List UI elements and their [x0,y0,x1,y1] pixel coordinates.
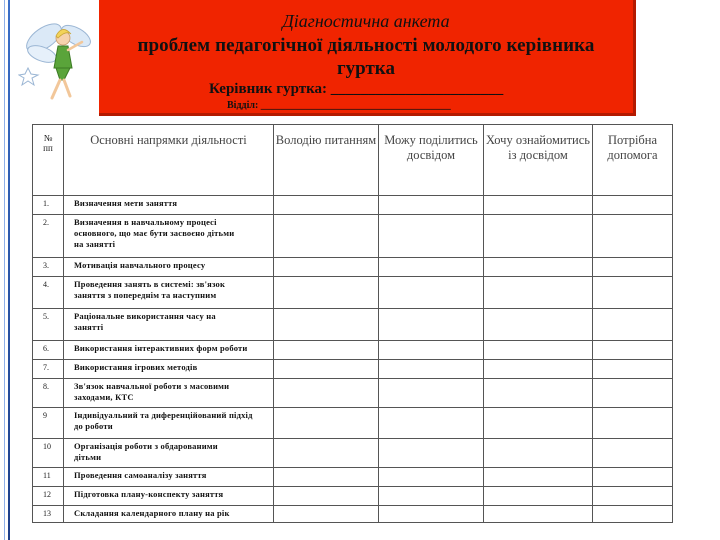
table-row [33,215,673,258]
cell-learn[interactable] [484,341,593,360]
cell-learn[interactable] [484,408,593,439]
row-num: 7. [33,360,64,379]
cell-master[interactable] [274,506,379,523]
cell-help[interactable] [593,309,673,341]
table-row [33,258,673,277]
row-num: 1. [33,196,64,215]
cell-help[interactable] [593,439,673,468]
table-row [33,506,673,523]
cell-learn[interactable] [484,309,593,341]
cell-master[interactable] [274,468,379,487]
row-text: Зв'язок навчальної роботи з масовими заходами, КТС [64,379,274,408]
cell-share[interactable] [379,487,484,506]
left-edge-highlight [4,0,5,540]
cell-master[interactable] [274,277,379,309]
cell-help[interactable] [593,487,673,506]
cell-master[interactable] [274,439,379,468]
title-line-2: проблем педагогічної діяльності молодого керівника [137,35,595,56]
row-num: 5. [33,309,64,341]
cell-help[interactable] [593,506,673,523]
cell-share[interactable] [379,506,484,523]
header-num: № пп [33,125,64,196]
cell-master[interactable] [274,196,379,215]
cell-share[interactable] [379,196,484,215]
cell-help[interactable] [593,341,673,360]
cell-master[interactable] [274,215,379,258]
cell-master[interactable] [274,341,379,360]
table-row [33,439,673,468]
cell-learn[interactable] [484,506,593,523]
table-row [33,468,673,487]
cell-master[interactable] [274,487,379,506]
header-help: Потрібна допомога [593,125,673,196]
cell-learn[interactable] [484,468,593,487]
cell-help[interactable] [593,277,673,309]
row-num: 10 [33,439,64,468]
row-text: Визначення в навчальному процесі основного, що має бути засвоєно дітьми на занятті [64,215,274,258]
cell-learn[interactable] [484,258,593,277]
header-directions: Основні напрямки діяльності [64,125,274,196]
cell-help[interactable] [593,408,673,439]
cell-learn[interactable] [484,196,593,215]
cell-share[interactable] [379,215,484,258]
row-num: 4. [33,277,64,309]
title-banner [99,0,636,116]
header-learn: Хочу ознайомитись із досвідом [484,125,593,196]
cell-help[interactable] [593,196,673,215]
cell-share[interactable] [379,439,484,468]
row-num: 13 [33,506,64,523]
cell-learn[interactable] [484,360,593,379]
survey-table [32,124,673,523]
row-text: Проведення занять в системі: зв'язок заняття з попереднім та наступним [64,277,274,309]
cell-help[interactable] [593,379,673,408]
cell-learn[interactable] [484,277,593,309]
cell-learn[interactable] [484,379,593,408]
cell-share[interactable] [379,341,484,360]
cell-learn[interactable] [484,215,593,258]
cell-share[interactable] [379,468,484,487]
row-num: 2. [33,215,64,258]
row-num: 12 [33,487,64,506]
table-row [33,360,673,379]
row-text: Індивідуальний та диференційований підхід до роботи [64,408,274,439]
table-header-row [33,125,673,196]
header-share: Можу поділитись досвідом [379,125,484,196]
cell-share[interactable] [379,360,484,379]
table-row [33,277,673,309]
row-num: 3. [33,258,64,277]
title-line-3: гуртка [337,58,395,79]
row-text: Складання календарного плану на рік [64,506,274,523]
row-num: 11 [33,468,64,487]
cell-share[interactable] [379,309,484,341]
cell-master[interactable] [274,408,379,439]
header-master: Володію питанням [274,125,379,196]
row-text: Використання ігрових методів [64,360,274,379]
title-line-1: Діагностична анкета [282,11,450,31]
row-text: Використання інтерактивних форм роботи [64,341,274,360]
cell-help[interactable] [593,215,673,258]
cell-master[interactable] [274,258,379,277]
row-num: 9 [33,408,64,439]
fairy-illustration [18,8,104,104]
row-num: 6. [33,341,64,360]
left-edge-line [8,0,10,540]
table-row [33,379,673,408]
table-row [33,408,673,439]
table-row [33,487,673,506]
department-field: Відділ: ______________________________________ [227,100,451,111]
leader-field: Керівник гуртка: _______________________ [209,81,504,97]
cell-master[interactable] [274,360,379,379]
cell-master[interactable] [274,309,379,341]
row-text: Мотивація навчального процесу [64,258,274,277]
table-row [33,341,673,360]
cell-help[interactable] [593,360,673,379]
cell-learn[interactable] [484,439,593,468]
row-num: 8. [33,379,64,408]
row-text: Організація роботи з обдарованими дітьми [64,439,274,468]
row-text: Раціональне використання часу на занятті [64,309,274,341]
table-row [33,309,673,341]
cell-share[interactable] [379,277,484,309]
cell-master[interactable] [274,379,379,408]
cell-help[interactable] [593,468,673,487]
cell-share[interactable] [379,379,484,408]
table-row [33,196,673,215]
row-text: Визначення мети заняття [64,196,274,215]
cell-learn[interactable] [484,487,593,506]
row-text: Проведення самоаналізу заняття [64,468,274,487]
cell-share[interactable] [379,258,484,277]
cell-share[interactable] [379,408,484,439]
row-text: Підготовка плану-конспекту заняття [64,487,274,506]
cell-help[interactable] [593,258,673,277]
